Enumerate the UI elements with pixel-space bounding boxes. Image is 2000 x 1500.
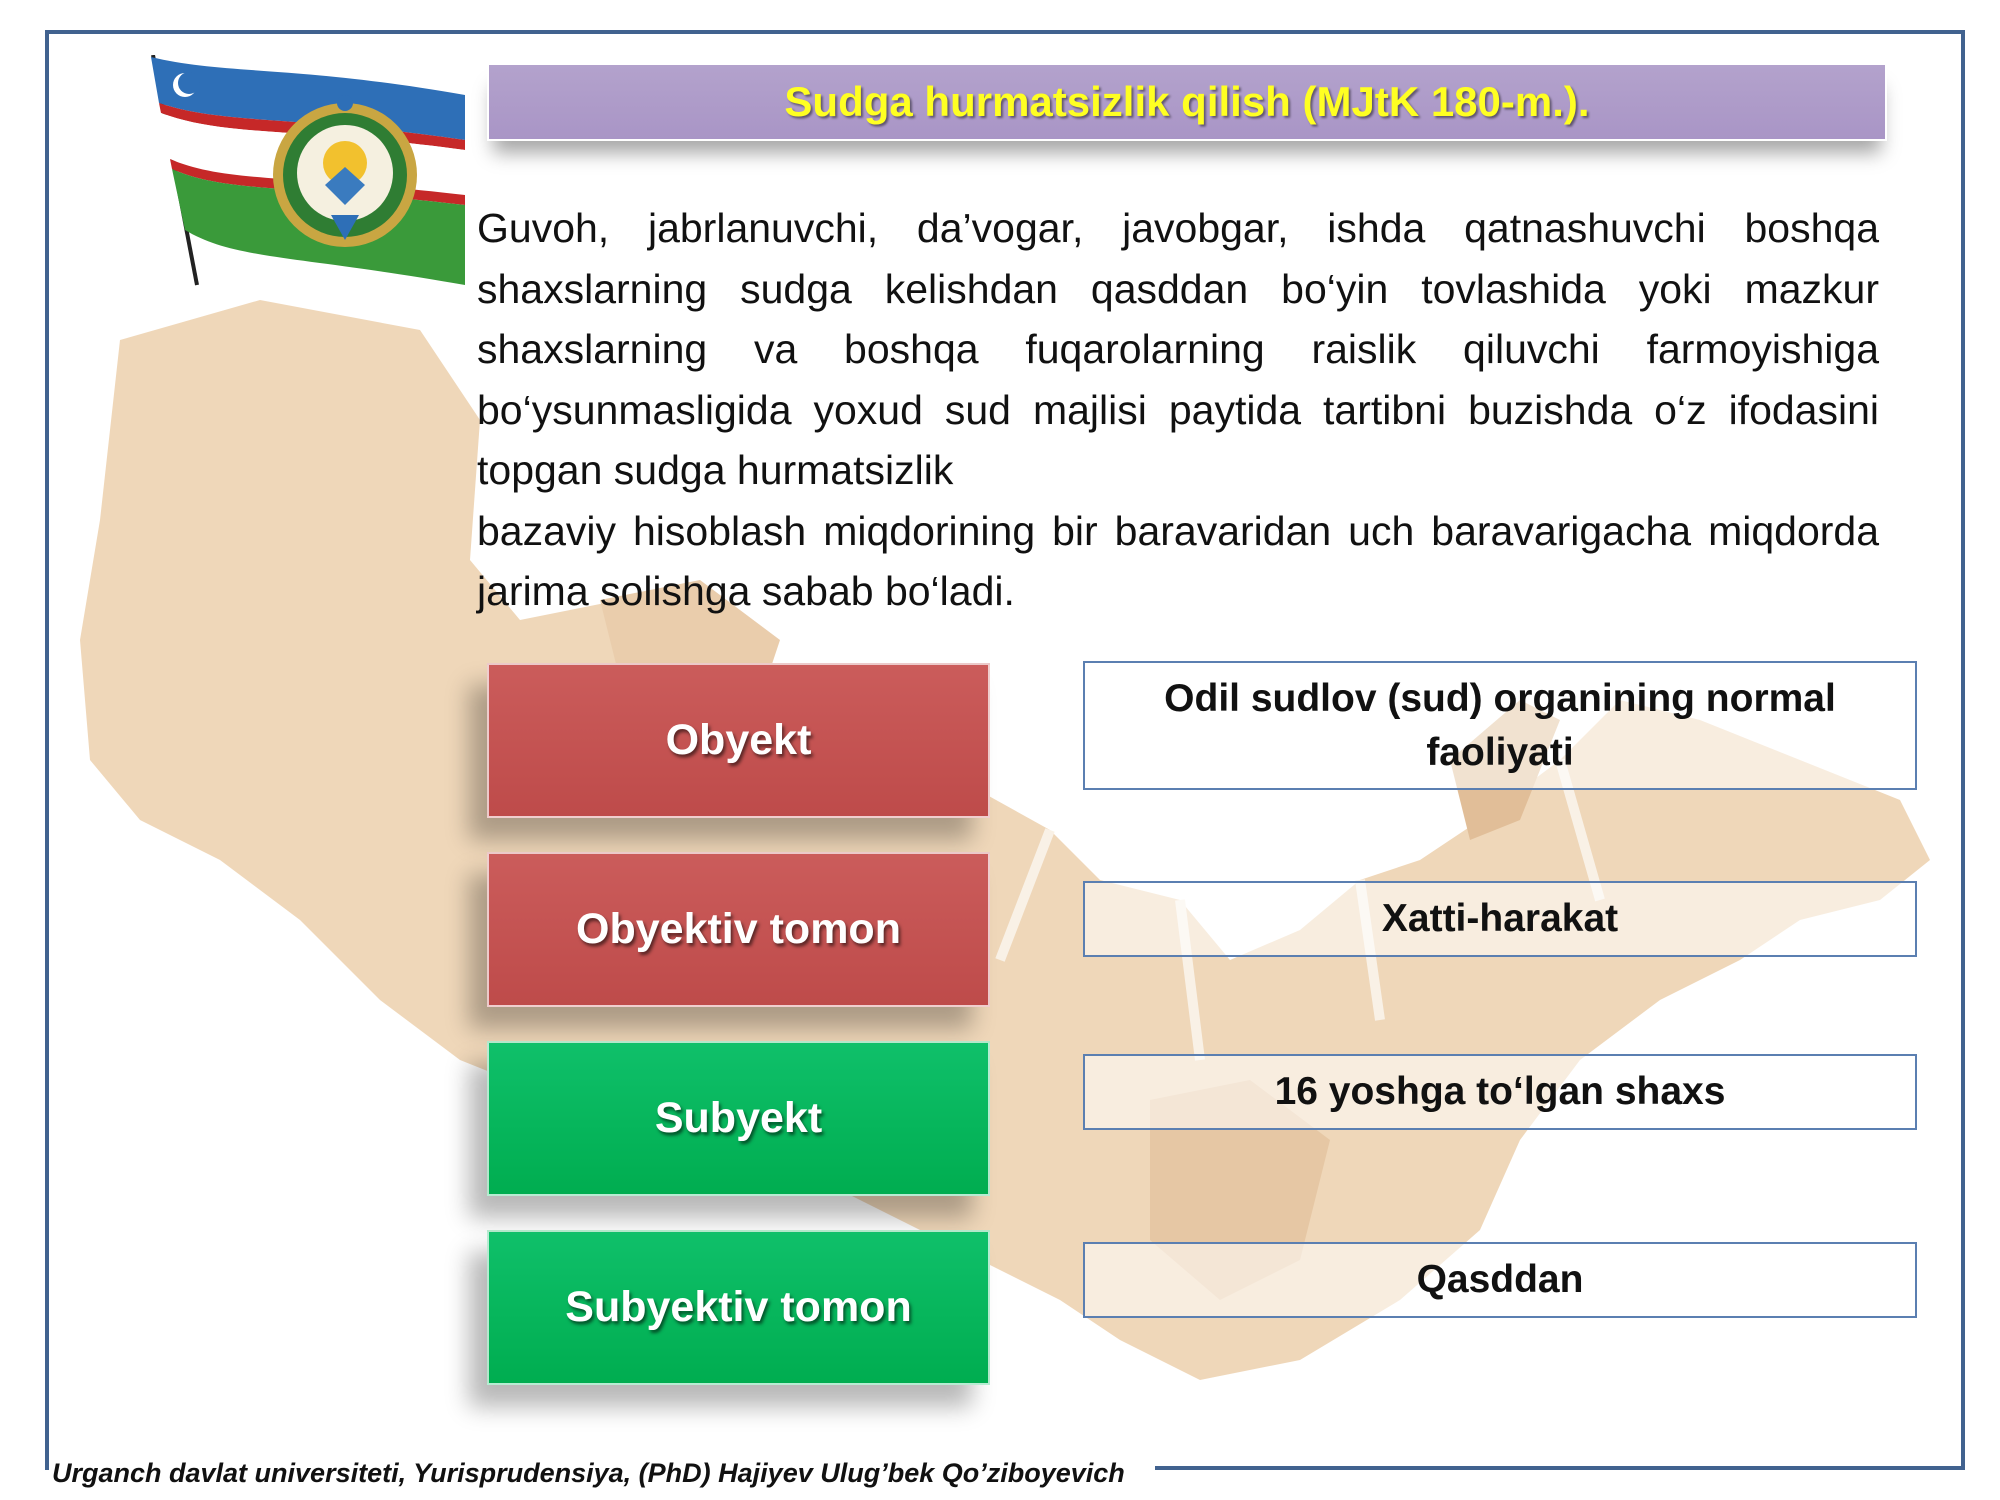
element-label-text: Obyekt bbox=[665, 716, 812, 764]
element-label-text: Subyektiv tomon bbox=[565, 1283, 912, 1331]
element-value-text: Qasddan bbox=[1416, 1258, 1584, 1301]
article-paragraph: Guvoh, jabrlanuvchi, da’vogar, javobgar, ishda qatnashuvchi boshqa shaxslarning sudga kelishdan qasddan bo‘yin tovlashida yoki mazkur shaxslarning va boshqa fuqarolarning raislik qiluvchi farmoyishiga bo‘ysunmasligida yoxud sud majlisi paytida tartibni buzishda o‘z ifodasini topgan sudga hurmatsizlik bbox=[477, 205, 1879, 493]
title-bar bbox=[487, 63, 1887, 141]
element-value-text: 16 yoshga to‘lgan shaxs bbox=[1274, 1070, 1726, 1113]
element-value-subyektiv-tomon bbox=[1083, 1242, 1917, 1318]
element-label-text: Obyektiv tomon bbox=[576, 905, 901, 953]
element-value-obyektiv-tomon bbox=[1083, 881, 1917, 957]
element-label-text: Subyekt bbox=[654, 1094, 823, 1142]
footer-divider bbox=[1155, 1466, 1965, 1470]
page-title: Sudga hurmatsizlik qilish (MJtK 180-m.). bbox=[784, 78, 1590, 125]
footer-credit: Urganch davlat universiteti, Yurisprudensiya, (PhD) Hajiyev Ulug’bek Qo’ziboyevich bbox=[52, 1458, 1125, 1488]
element-value-obyekt bbox=[1083, 661, 1917, 790]
element-value-text: Xatti-harakat bbox=[1381, 897, 1619, 940]
element-value-text: Odil sudlov (sud) organining normal faoliyati bbox=[1164, 676, 1836, 774]
element-value-subyekt bbox=[1083, 1054, 1917, 1130]
article-text bbox=[477, 198, 1879, 622]
uzbekistan-flag-icon bbox=[145, 55, 465, 290]
element-label-obyekt bbox=[487, 663, 990, 818]
element-label-subyekt bbox=[487, 1041, 990, 1196]
element-label-obyektiv-tomon bbox=[487, 852, 990, 1007]
article-paragraph: bazaviy hisoblash miqdorining bir baravaridan uch baravarigacha miqdorda jarima solishga sabab bo‘ladi. bbox=[477, 507, 1879, 614]
element-label-subyektiv-tomon bbox=[487, 1230, 990, 1385]
